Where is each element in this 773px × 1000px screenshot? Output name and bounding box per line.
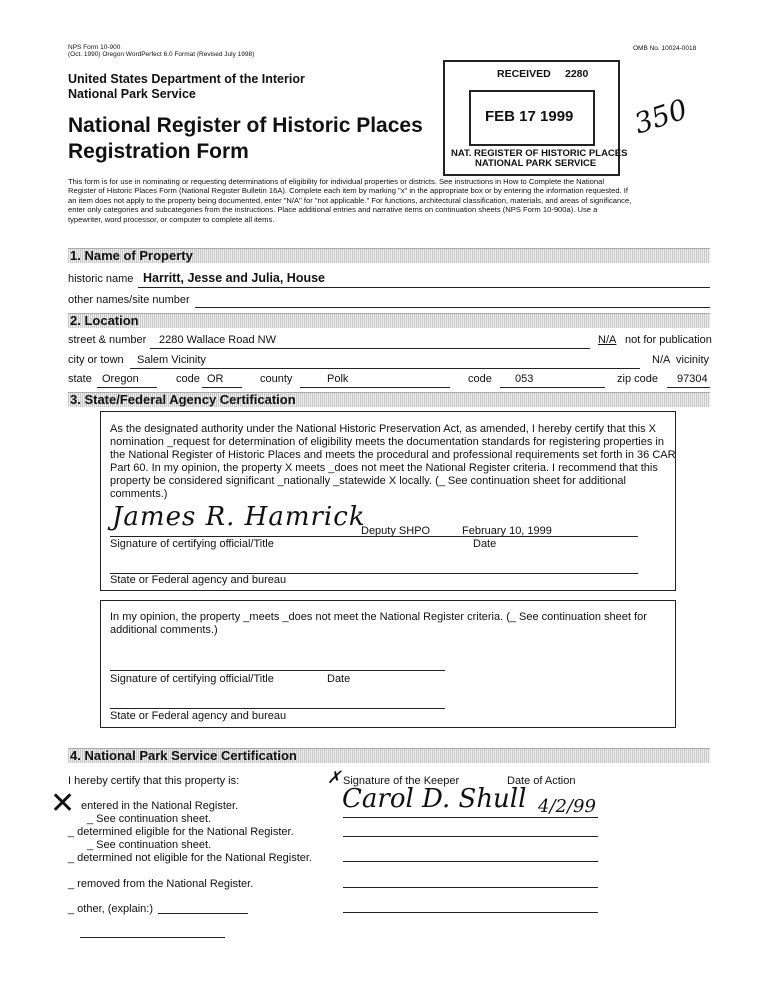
city-line <box>130 368 640 369</box>
city-label: city or town <box>68 354 124 366</box>
cert-line-6: comments.) <box>110 488 168 500</box>
street-line <box>150 348 590 349</box>
other-option[interactable]: _ other, (explain:) <box>68 903 153 915</box>
omb-number: OMB No. 10024-0018 <box>633 45 697 52</box>
date-label-1: Date <box>473 538 497 550</box>
see-continuation-2[interactable]: _ See continuation sheet. <box>87 839 212 851</box>
keeper-line-2[interactable] <box>343 836 598 837</box>
form-revision: (Oct. 1990) Oregon WordPerfect 6.0 Format (Revised July 1998) <box>68 51 255 58</box>
opinion-line-2: additional comments.) <box>110 624 218 636</box>
agency-line-2[interactable] <box>110 708 445 709</box>
publication-na[interactable]: N/A <box>598 334 617 346</box>
county-label: county <box>260 373 293 385</box>
stamp-line2: NATIONAL PARK SERVICE <box>475 158 597 169</box>
keeper-label: Signature of the Keeper <box>343 775 460 787</box>
handwritten-number: 350 <box>630 92 692 141</box>
county-code-line <box>500 387 605 388</box>
cert-line-4: Part 60. In my opinion, the property X meets _does not meet the National Register criteria. I recommend that this <box>110 462 658 474</box>
stamp-date: FEB 17 1999 <box>485 108 574 125</box>
not-publication-label: not for publication <box>625 334 712 346</box>
intro-line-3: an item does not apply to the property being documented, enter "N/A" for "not applicable." For functions, architectural classification, materials, and areas of significance, <box>68 196 632 205</box>
stamp-number: 2280 <box>565 68 589 80</box>
stamp-received: RECEIVED <box>497 68 551 80</box>
historic-name-value[interactable]: Harritt, Jesse and Julia, House <box>143 271 326 285</box>
county-line <box>300 387 450 388</box>
other-names-line[interactable] <box>195 307 710 308</box>
zip-label: zip code <box>617 373 658 385</box>
state-code-value[interactable]: OR <box>207 373 224 385</box>
state-value[interactable]: Oregon <box>102 373 139 385</box>
vicinity-na[interactable]: N/A <box>652 354 671 366</box>
county-code-value[interactable]: 053 <box>515 373 534 385</box>
stamp-date-box <box>469 90 595 146</box>
agency-label-1: State or Federal agency and bureau <box>110 574 287 586</box>
signature-label-2: Signature of certifying official/Title <box>110 673 274 685</box>
historic-name-label: historic name <box>68 273 134 285</box>
section-4-title: 4. National Park Service Certification <box>70 748 297 763</box>
keeper-line-5[interactable] <box>343 912 598 913</box>
cert-line-1: As the designated authority under the National Historic Preservation Act, as amended, I hereby certify that this X <box>110 423 657 435</box>
zip-value[interactable]: 97304 <box>677 373 708 385</box>
other-explain-line-2[interactable] <box>80 937 225 938</box>
keeper-line-1[interactable] <box>343 817 598 818</box>
signature-label-1: Signature of certifying official/Title <box>110 538 274 550</box>
signature-line-2[interactable] <box>110 670 445 671</box>
service-name: National Park Service <box>68 87 196 101</box>
keeper-line-3[interactable] <box>343 861 598 862</box>
action-date: 4/2/99 <box>538 796 596 817</box>
intro-line-2: Register of Historic Places Form (National Register Bulletin 16A). Complete each item by marking "x" in the appropriate box or by entering the information requested. If <box>68 186 628 195</box>
form-number: NPS Form 10-900 <box>68 44 121 51</box>
section-2-title: 2. Location <box>70 313 139 328</box>
street-label: street & number <box>68 334 147 346</box>
street-value[interactable]: 2280 Wallace Road NW <box>159 334 276 346</box>
agency-label-2: State or Federal agency and bureau <box>110 710 287 722</box>
department-name: United States Department of the Interior <box>68 72 305 86</box>
removed-option[interactable]: _ removed from the National Register. <box>68 878 254 890</box>
zip-line <box>667 387 710 388</box>
keeper-signature: Carol D. Shull <box>342 784 527 814</box>
state-code-label: code <box>176 373 200 385</box>
state-code-line <box>202 387 242 388</box>
see-continuation-1[interactable]: _ See continuation sheet. <box>87 813 212 825</box>
other-names-label: other names/site number <box>68 294 190 306</box>
signature-date: February 10, 1999 <box>462 525 552 537</box>
state-label: state <box>68 373 92 385</box>
keeper-check-mark: ✗ <box>327 768 342 788</box>
section-1-title: 1. Name of Property <box>70 248 193 263</box>
cert-line-2: nomination _request for determination of eligibility meets the documentation standards for registering properties in <box>110 436 664 448</box>
cert-line-5: property be considered significant _nationally _statewide X locally. (_ See continuation sheet for additional <box>110 475 626 487</box>
county-code-label: code <box>468 373 492 385</box>
other-explain-line[interactable] <box>158 913 248 914</box>
signer-title: Deputy SHPO <box>361 525 431 537</box>
page-subtitle: Registration Form <box>68 140 249 163</box>
section-1-header <box>68 248 710 263</box>
city-value[interactable]: Salem Vicinity <box>137 354 206 366</box>
vicinity-label: vicinity <box>676 354 710 366</box>
entered-option[interactable]: entered in the National Register. <box>81 800 239 812</box>
date-label-2: Date <box>327 673 351 685</box>
intro-line-5: typewriter, word processor, or computer to complete all items. <box>68 215 275 224</box>
section-3-header <box>68 392 710 407</box>
cert-line-3: the National Register of Historic Places and meets the procedural and professional requirements set forth in 36 CAR <box>110 449 676 461</box>
determined-eligible-option[interactable]: _ determined eligible for the National Register. <box>68 826 294 838</box>
shpo-signature: James R. Hamrick <box>112 502 366 532</box>
keeper-line-4[interactable] <box>343 887 598 888</box>
intro-line-1: This form is for use in nominating or requesting determinations of eligibility for individual properties or districts. See instructions in How to Complete the National <box>68 177 605 186</box>
page-title: National Register of Historic Places <box>68 114 423 137</box>
opinion-line-1: In my opinion, the property _meets _does not meet the National Register criteria. (_ See continuation sheet for <box>110 611 647 623</box>
section-3-title: 3. State/Federal Agency Certification <box>70 392 296 407</box>
section-2-header <box>68 313 710 328</box>
entered-check-mark[interactable]: ✕ <box>50 786 76 821</box>
signature-line-1[interactable] <box>110 536 638 537</box>
certify-label: I hereby certify that this property is: <box>68 775 240 787</box>
state-line <box>97 387 157 388</box>
county-value[interactable]: Polk <box>327 373 349 385</box>
stamp-line1: NAT. REGISTER OF HISTORIC PLACES <box>451 148 628 159</box>
section-4-header <box>68 748 710 763</box>
not-eligible-option[interactable]: _ determined not eligible for the National Register. <box>68 852 312 864</box>
historic-name-line <box>138 287 710 288</box>
intro-line-4: enter only categories and subcategories from the instructions. Place additional entries and narrative items on continuation sheets (NPS Form 10-900a). Use a <box>68 205 598 214</box>
received-stamp <box>443 60 628 176</box>
date-of-action-label: Date of Action <box>507 775 576 787</box>
